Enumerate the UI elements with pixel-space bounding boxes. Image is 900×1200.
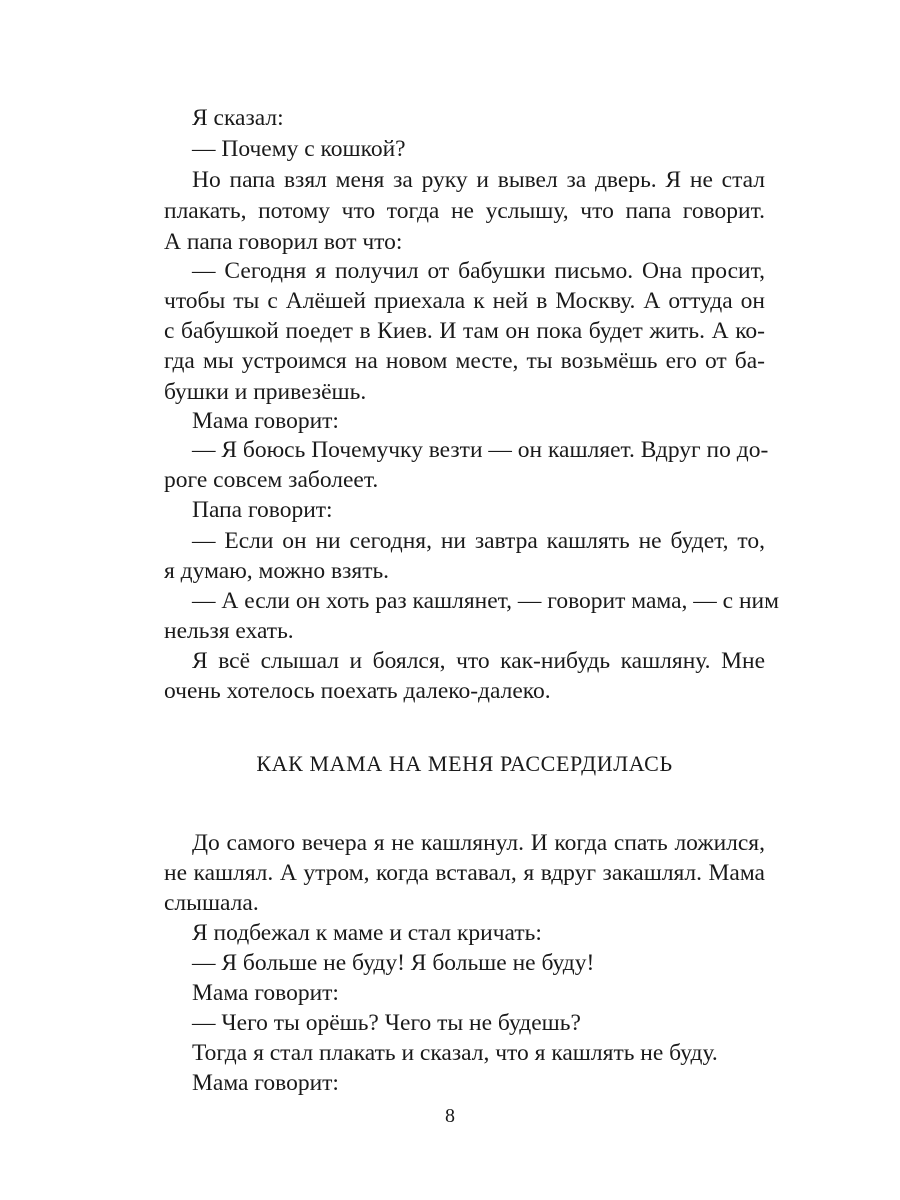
- chapter-heading: КАК МАМА НА МЕНЯ РАССЕРДИЛАСЬ: [256, 751, 673, 776]
- text-line: Я всё слышал и боялся, что как-нибудь кашляну. Мне: [192, 648, 765, 674]
- text-line: бушки и привезёшь.: [164, 379, 367, 405]
- text-line: — Сегодня я получил от бабушки письмо. Она просит,: [192, 258, 765, 284]
- text-line: не кашлял. А утром, когда вставал, я вдруг закашлял. Мама: [164, 860, 765, 886]
- text-line: роге совсем заболеет.: [164, 467, 379, 493]
- text-line: Но папа взял меня за руку и вывел за дверь. Я не стал: [192, 167, 765, 193]
- page-number: 8: [445, 1105, 455, 1127]
- text-line: Мама говорит:: [192, 408, 339, 434]
- text-line: гда мы устроимся на новом месте, ты возьмёшь его от ба-: [164, 348, 765, 374]
- text-line: — Я больше не буду! Я больше не буду!: [192, 950, 595, 976]
- text-line: Я сказал:: [192, 105, 284, 131]
- text-line: — А если он хоть раз кашлянет, — говорит мама, — с ним: [192, 588, 779, 614]
- text-line: — Я боюсь Почемучку везти — он кашляет. Вдруг по до-: [192, 437, 769, 463]
- text-line: плакать, потому что тогда не услышу, что папа говорит.: [164, 198, 765, 224]
- text-line: слышала.: [164, 890, 259, 916]
- text-line: Мама говорит:: [192, 980, 339, 1006]
- text-line: Тогда я стал плакать и сказал, что я кашлять не буду.: [192, 1040, 718, 1066]
- text-line: — Чего ты орёшь? Чего ты не будешь?: [192, 1010, 581, 1036]
- text-line: Папа говорит:: [192, 497, 333, 523]
- text-line: — Почему с кошкой?: [192, 136, 406, 162]
- text-line: — Если он ни сегодня, ни завтра кашлять не будет, то,: [192, 528, 765, 554]
- text-line: Я подбежал к маме и стал кричать:: [192, 920, 542, 946]
- text-line: с бабушкой поедет в Киев. И там он пока будет жить. А ко-: [164, 318, 765, 344]
- text-line: чтобы ты с Алёшей приехала к ней в Москву. А оттуда он: [164, 288, 765, 314]
- text-line: До самого вечера я не кашлянул. И когда спать ложился,: [192, 830, 765, 856]
- text-line: я думаю, можно взять.: [164, 558, 390, 584]
- text-line: А папа говорил вот что:: [164, 229, 403, 255]
- text-line: Мама говорит:: [192, 1070, 339, 1096]
- text-line: нельзя ехать.: [164, 618, 294, 644]
- text-line: очень хотелось поехать далеко-далеко.: [164, 678, 551, 704]
